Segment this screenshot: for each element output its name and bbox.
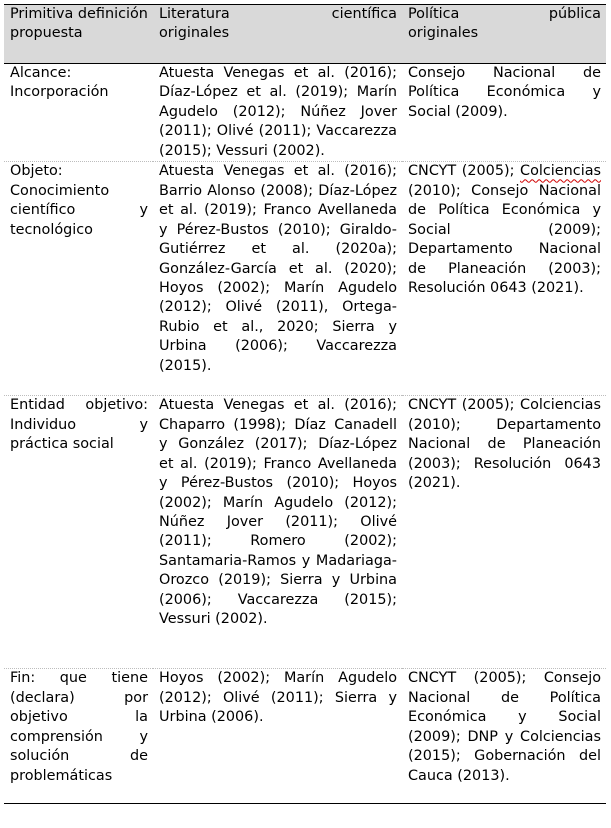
row2-policy-part1: CNCYT (2005); (408, 163, 515, 180)
row2-policy-part2: (2010); Consejo Nacional de Política Económica y Social (2009); Departamento Nacional de Planeación (2003); Resolución 0643 (2021). (408, 182, 601, 296)
row4-literature: Hoyos (2002); Marín Agudelo (2012); Olivé (2011); Sierra y Urbina (2006). (153, 669, 402, 804)
table-row (4, 64, 606, 162)
row2-primitive: Objeto: Conocimiento científico y tecnológico (4, 162, 153, 396)
table-header (4, 5, 606, 64)
row1-policy: Consejo Nacional de Política Económica y Social (2009). (402, 64, 606, 162)
row4-primitive: Fin: que tiene (declara) por objetivo la comprensión y solución de problemáticas (4, 669, 153, 804)
row1-primitive: Alcance: Incorporación (4, 64, 153, 162)
row3-literature: Atuesta Venegas et al. (2016); Chaparro (1998); Díaz Canadell y González (2017); Díaz-López et al. (2019); Franco Avellaneda y Pérez-Bustos (2010); Hoyos (2002); Marín Agudelo (2012); Núñez Jover (2011); Olivé (2011); Romero (2002); Santamaria-Ramos y Madariaga-Orozco (2019); Sierra y Urbina (2006); Vaccarezza (2015); Vessuri (2002). (153, 396, 402, 669)
row1-literature: Atuesta Venegas et al. (2016); Díaz-López et al. (2019); Marín Agudelo (2012); Núñez Jover (2011); Olivé (2011); Vaccarezza (2015); Vessuri (2002). (153, 64, 402, 162)
row3-primitive: Entidad objetivo: Individuo y práctica social (4, 396, 153, 669)
row4-policy: CNCYT (2005); Consejo Nacional de Política Económica y Social (2009); DNP y Colciencias (2015); Gobernación del Cauca (2013). (402, 669, 606, 804)
row2-policy-colciencias: Colciencias (520, 163, 602, 180)
row2-policy (402, 162, 606, 396)
row3-policy: CNCYT (2005); Colciencias (2010); Departamento Nacional de Planeación (2003); Resolución 0643 (2021). (402, 396, 606, 669)
row2-literature: Atuesta Venegas et al. (2016); Barrio Alonso (2008); Díaz-López et al. (2019); Franco Avellaneda y Pérez-Bustos (2010); Giraldo-Gutiérrez et al. (2020a); González-García et al. (2020); Hoyos (2002); Marín Agudelo (2012); Olivé (2011), Ortega-Rubio et al., 2020; Sierra y Urbina (2006); Vaccarezza (2015). (153, 162, 402, 396)
header-policy (402, 5, 606, 64)
header-literature (153, 5, 402, 64)
header-policy-line2: originales (408, 25, 479, 42)
table-row (4, 669, 606, 804)
header-policy-line1: Política pública (408, 6, 601, 22)
header-primitive-text: Primitiva definición propuesta (10, 6, 148, 42)
table-row (4, 162, 606, 396)
header-literature-line2: originales (159, 25, 230, 42)
definitions-table (4, 4, 606, 804)
header-primitive (4, 5, 153, 64)
table-row (4, 396, 606, 669)
header-literature-line1: Literatura científica (159, 6, 397, 22)
header-row (4, 5, 606, 64)
